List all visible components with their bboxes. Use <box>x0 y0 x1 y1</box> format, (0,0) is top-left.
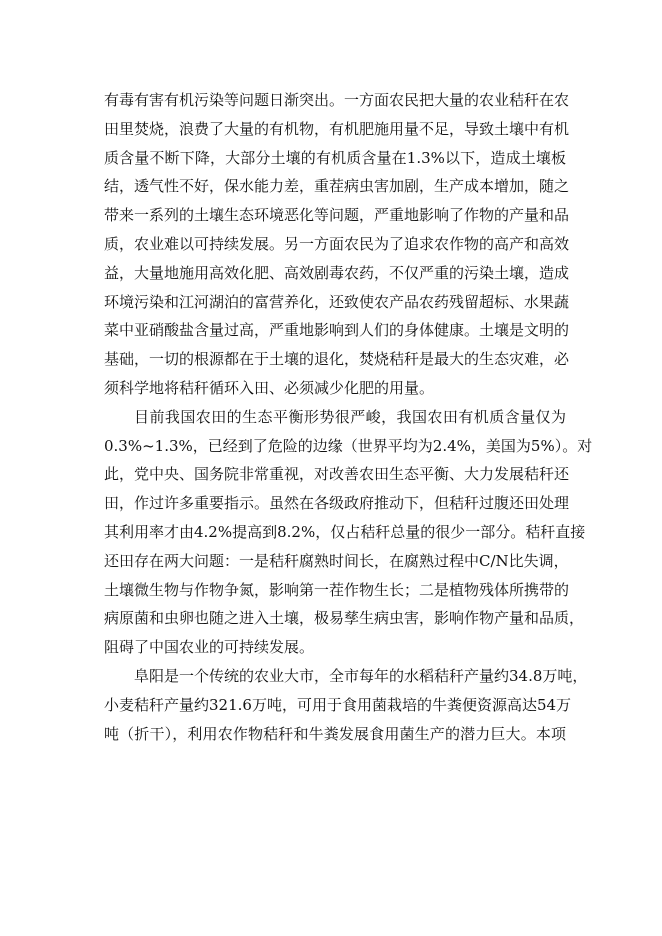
text-line: 小麦秸秆产量约321.6万吨，可用于食用菌栽培的牛粪便资源高达54万 <box>104 695 572 714</box>
text-line: 须科学地将秸秆循环入田、必须减少化肥的用量。 <box>104 378 435 397</box>
text-line: 吨（折干），利用农作物秸秆和牛粪发展食用菌生产的潜力巨大。本项 <box>104 724 566 743</box>
text-line: 结，透气性不好，保水能力差，重茬病虫害加剧，生产成本增加，随之 <box>104 177 570 196</box>
text-line: 病原菌和虫卵也随之进入土壤，极易孳生病虫害，影响作物产量和品质， <box>104 609 585 628</box>
text-line: 环境污染和江河湖泊的富营养化，还致使农产品农药残留超标、水果蔬 <box>104 292 570 311</box>
text-line: 其利用率才由4.2%提高到8.2%，仅占秸秆总量的很少一部分。秸秆直接 <box>104 522 586 541</box>
text-line: 田，作过许多重要指示。虽然在各级政府推动下，但秸秆过腹还田处理 <box>104 494 570 513</box>
text-line: 基础，一切的根源都在于土壤的退化，焚烧秸秆是最大的生态灾难，必 <box>104 350 570 369</box>
paragraph-2 <box>104 403 593 662</box>
body-text <box>104 86 593 748</box>
text-line: 阻碍了中国农业的可持续发展。 <box>104 638 315 657</box>
paragraph-3 <box>104 662 588 748</box>
text-line: 益，大量地施用高效化肥、高效剧毒农药，不仅严重的污染土壤，造成 <box>104 263 570 282</box>
text-line: 还田存在两大问题：一是秸秆腐熟时间长，在腐熟过程中C/N比失调， <box>104 551 569 570</box>
paragraph-1 <box>104 86 570 403</box>
text-line: 带来一系列的土壤生态环境恶化等问题，严重地影响了作物的产量和品 <box>104 206 570 225</box>
text-line: 有毒有害有机污染等问题日渐突出。一方面农民把大量的农业秸秆在农 <box>104 91 570 109</box>
text-line: 菜中亚硝酸盐含量过高，严重地影响到人们的身体健康。土壤是文明的 <box>104 321 570 340</box>
text-line: 土壤微生物与作物争氮，影响第一茬作物生长；二是植物残体所携带的 <box>104 580 570 599</box>
text-line: 目前我国农田的生态平衡形势很严峻，我国农田有机质含量仅为 <box>134 407 566 426</box>
text-line: 此，党中央、国务院非常重视，对改善农田生态平衡、大力发展秸秆还 <box>104 465 570 484</box>
text-line: 0.3%~1.3%，已经到了危险的边缘（世界平均为2.4%，美国为5%）。对 <box>104 436 593 455</box>
text-line: 质含量不断下降，大部分土壤的有机质含量在1.3%以下，造成土壤板 <box>104 148 566 167</box>
text-line: 质，农业难以可持续发展。另一方面农民为了追求农作物的高产和高效 <box>104 234 570 253</box>
text-line: 田里焚烧，浪费了大量的有机物，有机肥施用量不足，导致土壤中有机 <box>104 119 570 138</box>
text-line: 阜阳是一个传统的农业大市，全市每年的水稻秸秆产量约34.8万吨， <box>134 666 588 685</box>
